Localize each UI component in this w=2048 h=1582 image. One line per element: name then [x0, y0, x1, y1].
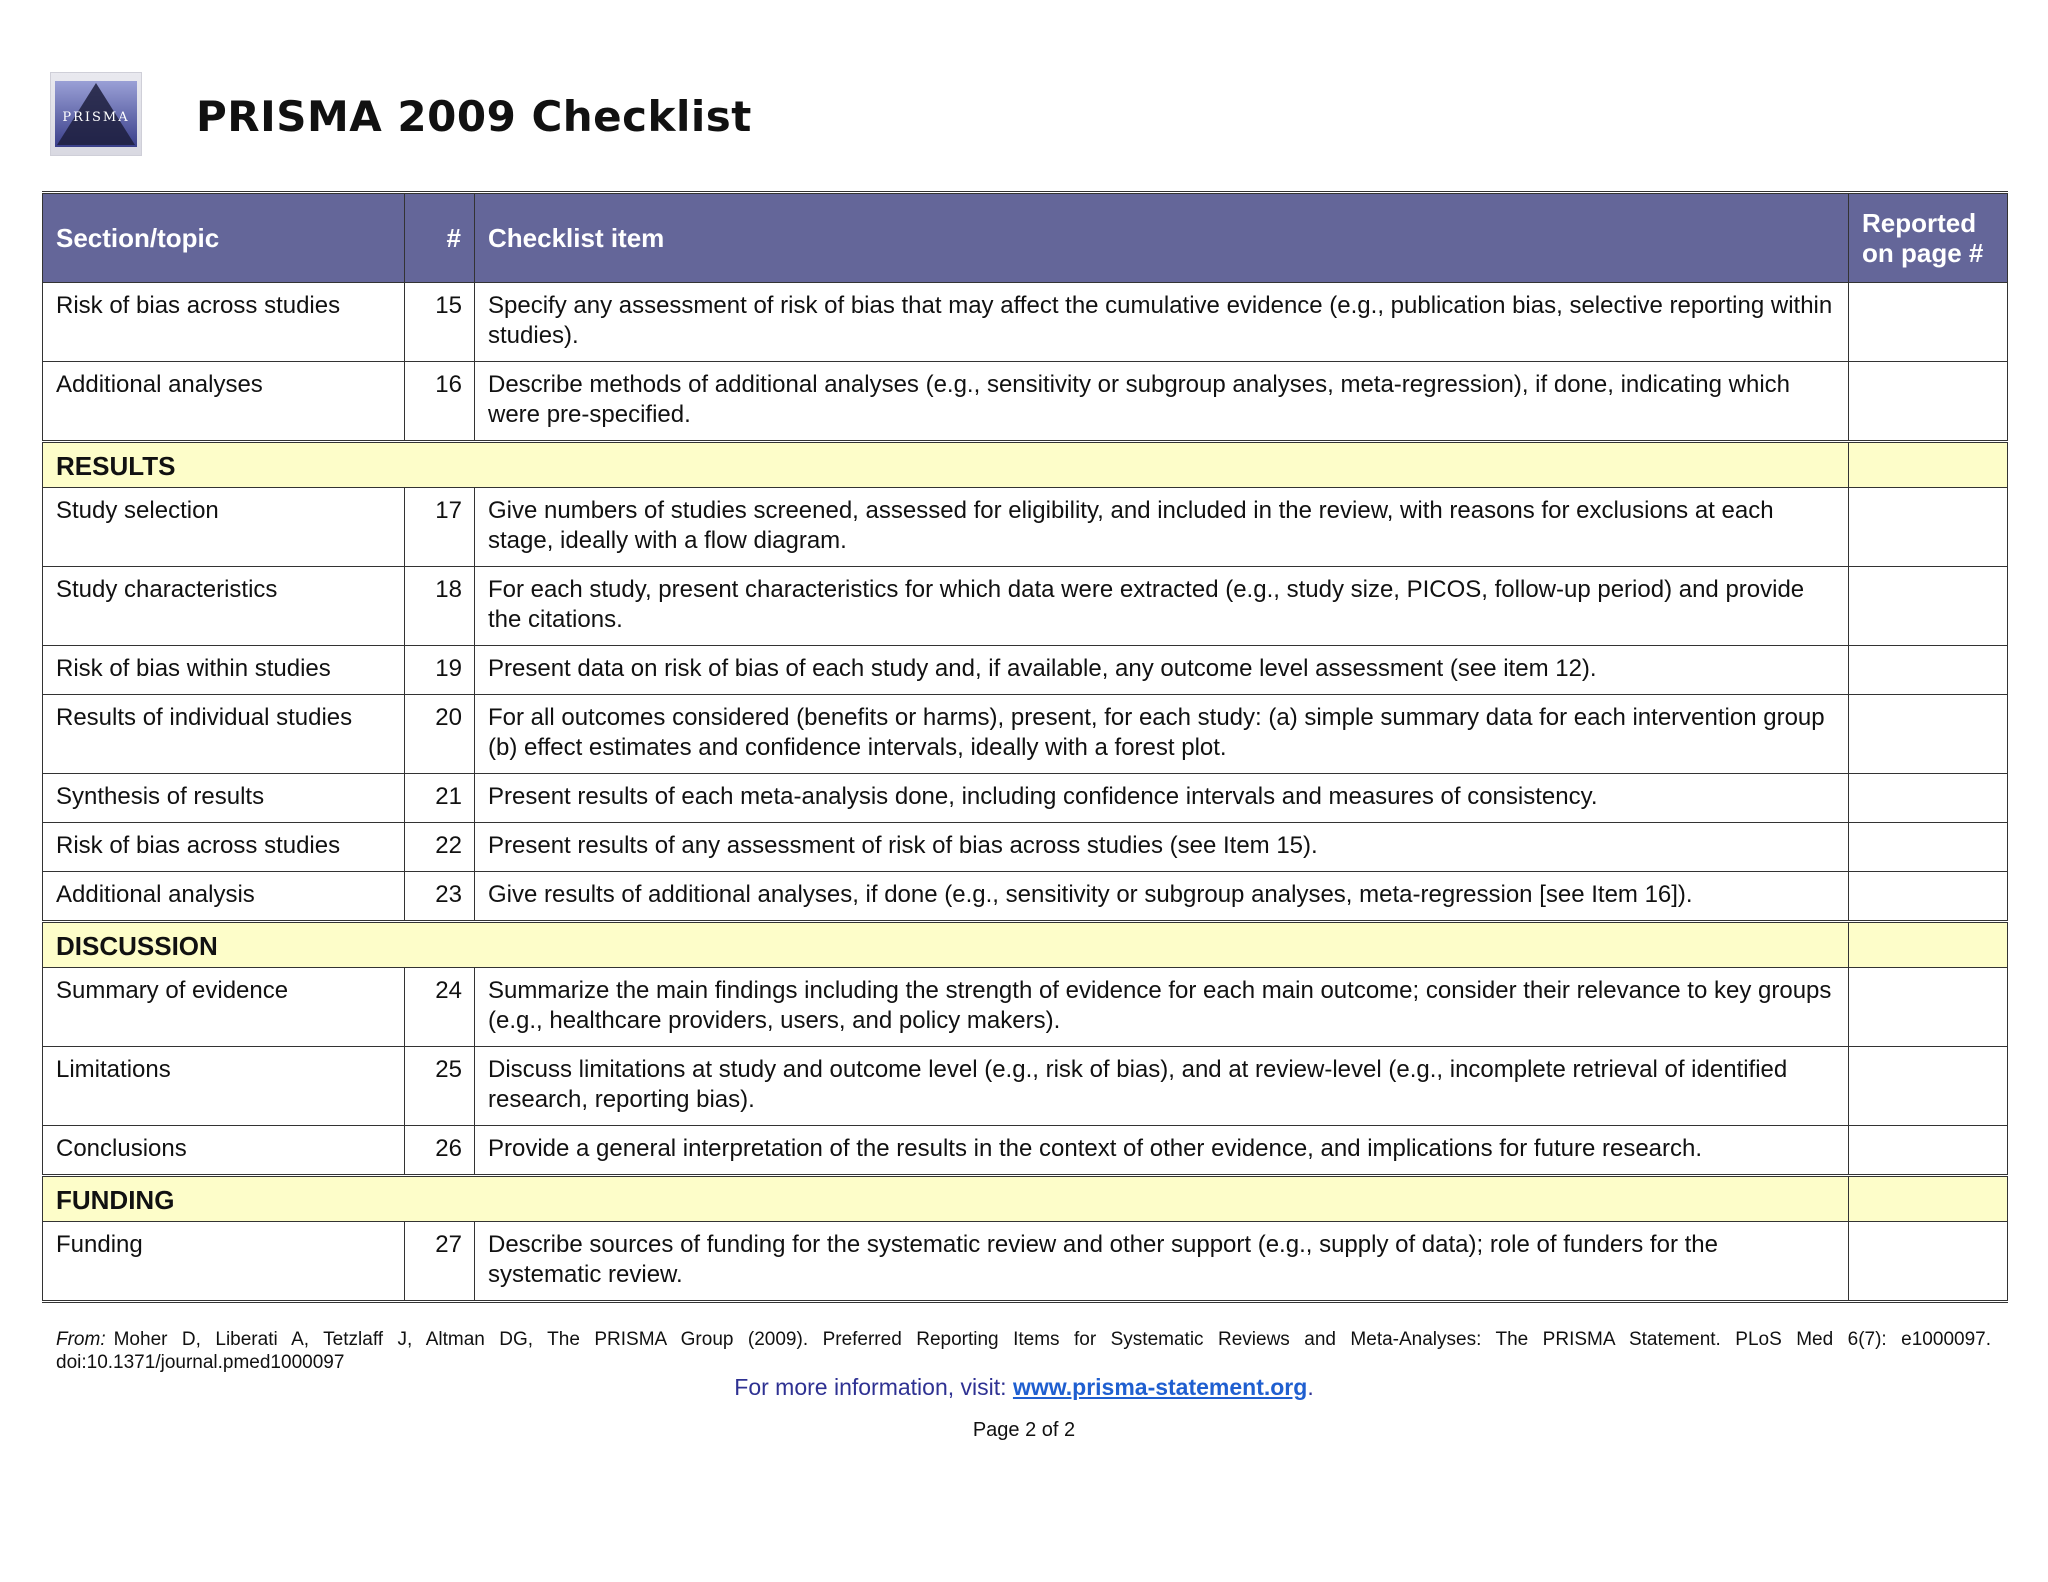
- row-number: 21: [405, 774, 475, 823]
- row-topic: Risk of bias across studies: [43, 823, 405, 872]
- row-item-text: Summarize the main findings including the strength of evidence for each main outcome; consider their relevance to key groups (e.g., healthcare providers, users, and policy makers).: [475, 968, 1849, 1047]
- table-row: [43, 968, 2008, 1047]
- row-reported-page[interactable]: [1849, 695, 2008, 774]
- table-row: [43, 872, 2008, 922]
- row-reported-page[interactable]: [1849, 823, 2008, 872]
- row-topic: Results of individual studies: [43, 695, 405, 774]
- row-number: 27: [405, 1222, 475, 1302]
- row-item-text: Give results of additional analyses, if done (e.g., sensitivity or subgroup analyses, meta-regression [see Item 16]).: [475, 872, 1849, 922]
- row-reported-page[interactable]: [1849, 1047, 2008, 1126]
- info-prefix: For more information, visit:: [734, 1374, 1013, 1400]
- row-number: 16: [405, 362, 475, 442]
- col-header-number: #: [405, 193, 475, 283]
- row-topic: Limitations: [43, 1047, 405, 1126]
- row-item-text: Present results of each meta-analysis done, including confidence intervals and measures of consistency.: [475, 774, 1849, 823]
- row-topic: Study characteristics: [43, 567, 405, 646]
- row-topic: Risk of bias across studies: [43, 283, 405, 362]
- row-number: 23: [405, 872, 475, 922]
- section-title: DISCUSSION: [43, 922, 1849, 968]
- footer-citation: [56, 1328, 1991, 1374]
- prisma-logo: [50, 72, 142, 156]
- info-suffix: .: [1307, 1374, 1314, 1400]
- section-reported-cell: [1849, 1176, 2008, 1222]
- row-number: 25: [405, 1047, 475, 1126]
- row-reported-page[interactable]: [1849, 646, 2008, 695]
- table-row: [43, 1126, 2008, 1176]
- section-title: FUNDING: [43, 1176, 1849, 1222]
- table-row: [43, 1222, 2008, 1302]
- row-reported-page[interactable]: [1849, 362, 2008, 442]
- row-number: 22: [405, 823, 475, 872]
- table-row: [43, 695, 2008, 774]
- section-reported-cell: [1849, 442, 2008, 488]
- row-number: 26: [405, 1126, 475, 1176]
- row-number: 18: [405, 567, 475, 646]
- row-topic: Summary of evidence: [43, 968, 405, 1047]
- row-item-text: Describe methods of additional analyses (e.g., sensitivity or subgroup analyses, meta-regression), if done, indicating which were pre-specified.: [475, 362, 1849, 442]
- table-row: [43, 362, 2008, 442]
- row-number: 19: [405, 646, 475, 695]
- row-reported-page[interactable]: [1849, 774, 2008, 823]
- table-row: [43, 488, 2008, 567]
- row-reported-page[interactable]: [1849, 1126, 2008, 1176]
- table-header-row: [43, 193, 2008, 283]
- row-item-text: Provide a general interpretation of the results in the context of other evidence, and implications for future research.: [475, 1126, 1849, 1176]
- row-topic: Conclusions: [43, 1126, 405, 1176]
- page-number: Page 2 of 2: [972, 1419, 1076, 1441]
- table-row: [43, 646, 2008, 695]
- row-item-text: Present results of any assessment of risk of bias across studies (see Item 15).: [475, 823, 1849, 872]
- row-reported-page[interactable]: [1849, 567, 2008, 646]
- section-row-discussion: [43, 922, 2008, 968]
- section-row-funding: [43, 1176, 2008, 1222]
- row-reported-page[interactable]: [1849, 488, 2008, 567]
- row-topic: Synthesis of results: [43, 774, 405, 823]
- table-row: [43, 283, 2008, 362]
- checklist-table: [42, 191, 2008, 1303]
- table-row: [43, 774, 2008, 823]
- row-item-text: Present data on risk of bias of each study and, if available, any outcome level assessment (see item 12).: [475, 646, 1849, 695]
- row-item-text: For all outcomes considered (benefits or harms), present, for each study: (a) simple summary data for each intervention group (b) effect estimates and confidence intervals, ideally with a forest plot.: [475, 695, 1849, 774]
- row-number: 24: [405, 968, 475, 1047]
- table-row: [43, 567, 2008, 646]
- row-topic: Risk of bias within studies: [43, 646, 405, 695]
- row-number: 20: [405, 695, 475, 774]
- row-number: 15: [405, 283, 475, 362]
- section-row-results: [43, 442, 2008, 488]
- row-topic: Study selection: [43, 488, 405, 567]
- row-topic: Additional analysis: [43, 872, 405, 922]
- logo-text: PRISMA: [62, 110, 130, 125]
- row-item-text: Discuss limitations at study and outcome level (e.g., risk of bias), and at review-level (e.g., incomplete retrieval of identified research, reporting bias).: [475, 1047, 1849, 1126]
- section-title: RESULTS: [43, 442, 1849, 488]
- col-header-reported: Reported on page #: [1849, 193, 2008, 283]
- col-header-section: Section/topic: [43, 193, 405, 283]
- prisma-website-link[interactable]: www.prisma-statement.org: [1012, 1374, 1308, 1400]
- section-reported-cell: [1849, 922, 2008, 968]
- row-item-text: Specify any assessment of risk of bias that may affect the cumulative evidence (e.g., publication bias, selective reporting within studies).: [475, 283, 1849, 362]
- row-reported-page[interactable]: [1849, 968, 2008, 1047]
- row-item-text: Describe sources of funding for the systematic review and other support (e.g., supply of data); role of funders for the systematic review.: [475, 1222, 1849, 1302]
- table-row: [43, 823, 2008, 872]
- page-title: PRISMA 2009 Checklist: [196, 92, 752, 141]
- citation-text: Moher D, Liberati A, Tetzlaff J, Altman DG, The PRISMA Group (2009). Preferred Reporting Items for Systematic Reviews and Meta-Analyses: The PRISMA Statement. PLoS Med 6(7): e1000097. doi:10.1371/journal.pmed1000097: [56, 1329, 1991, 1373]
- row-topic: Additional analyses: [43, 362, 405, 442]
- footer-info: [0, 1374, 2048, 1401]
- from-label: From:: [56, 1329, 106, 1350]
- row-number: 17: [405, 488, 475, 567]
- row-reported-page[interactable]: [1849, 872, 2008, 922]
- table-row: [43, 1047, 2008, 1126]
- col-header-item: Checklist item: [475, 193, 1849, 283]
- row-item-text: For each study, present characteristics for which data were extracted (e.g., study size, PICOS, follow-up period) and provide the citations.: [475, 567, 1849, 646]
- row-reported-page[interactable]: [1849, 1222, 2008, 1302]
- row-reported-page[interactable]: [1849, 283, 2008, 362]
- row-item-text: Give numbers of studies screened, assessed for eligibility, and included in the review, with reasons for exclusions at each stage, ideally with a flow diagram.: [475, 488, 1849, 567]
- row-topic: Funding: [43, 1222, 405, 1302]
